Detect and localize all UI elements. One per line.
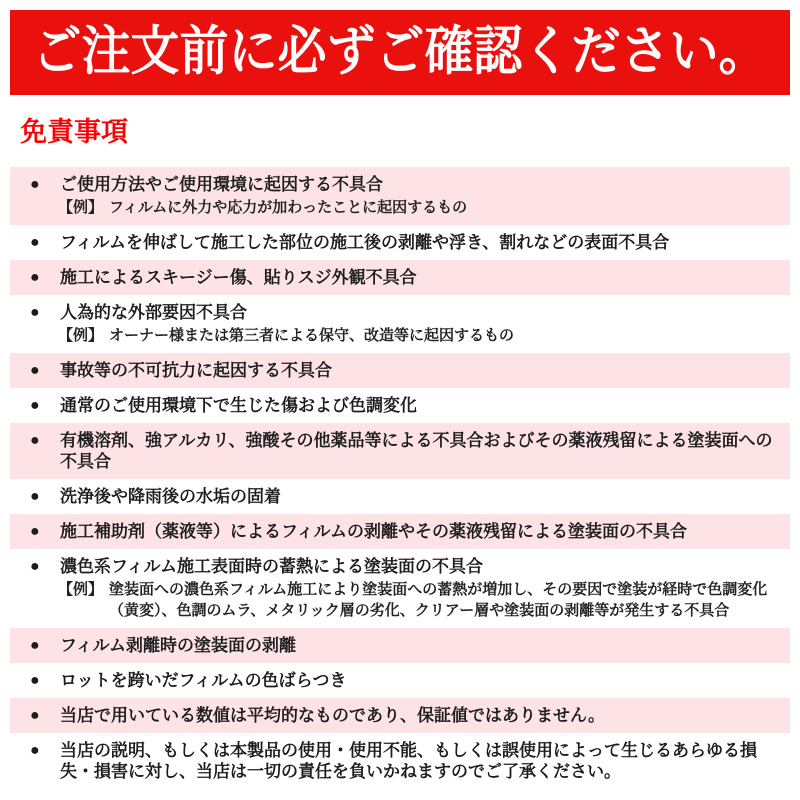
banner-title: ご注文前に必ずご確認ください。	[32, 22, 768, 82]
example-label: 【例】	[58, 580, 104, 598]
disclaimer-item	[10, 423, 790, 479]
disclaimer-item-text: 濃色系フィルム施工表面時の蓄熱による塗装面の不具合	[60, 556, 483, 576]
disclaimer-item-example	[58, 579, 780, 621]
disclaimer-item	[10, 353, 790, 388]
disclaimer-item-text: 当店で用いている数値は平均的なものであり、保証値ではありません。	[60, 705, 606, 725]
disclaimer-item	[10, 388, 790, 423]
example-text: 塗装面への濃色系フィルム施工により塗装面への蓄熱が増加し、その要因で塗装が経時で色調変化（黄変）、色調のムラ、メタリック層の劣化、クリアー層や塗装面の剥離等が発生する不具合	[109, 580, 768, 619]
disclaimer-item-text: 施工によるスキージー傷、貼りスジ外観不具合	[60, 267, 417, 287]
disclaimer-item-text: 人為的な外部要因不具合	[60, 302, 247, 322]
disclaimer-item	[10, 663, 790, 698]
disclaimer-item	[10, 225, 790, 260]
disclaimer-item-line	[30, 486, 780, 507]
disclaimer-item-line	[30, 521, 780, 542]
bullet-icon: ●	[30, 741, 40, 759]
example-label: 【例】	[58, 198, 104, 216]
disclaimer-item-text: 通常のご使用環境下で生じた傷および色調変化	[60, 395, 417, 415]
disclaimer-item-text: 施工補助剤（薬液等）によるフィルムの剥離やその薬液残留による塗装面の不具合	[60, 521, 687, 541]
disclaimer-item-line	[30, 670, 780, 691]
bullet-icon: ●	[30, 303, 40, 321]
disclaimer-item-line	[30, 232, 780, 253]
disclaimer-item-text: 有機溶剤、強アルカリ、強酸その他薬品等による不具合およびその薬液残留による塗装面への不具合	[60, 430, 773, 471]
bullet-icon: ●	[30, 396, 40, 414]
disclaimer-item	[10, 514, 790, 549]
disclaimer-item-text: フィルムを伸ばして施工した部位の施工後の剥離や浮き、割れなどの表面不具合	[60, 232, 670, 252]
bullet-icon: ●	[30, 557, 40, 575]
disclaimer-item-line	[30, 705, 780, 726]
disclaimer-item-line	[30, 430, 780, 472]
bullet-icon: ●	[30, 522, 40, 540]
example-text: フィルムに外力や応力が加わったことに起因するもの	[109, 198, 468, 216]
disclaimer-item-line	[30, 740, 780, 782]
confirmation-banner	[10, 10, 790, 95]
disclaimer-item-line	[30, 174, 780, 195]
disclaimer-item	[10, 733, 790, 789]
disclaimer-item-line	[30, 635, 780, 656]
disclaimer-item-text: 洗浄後や降雨後の水垢の固着	[60, 486, 281, 506]
disclaimer-item-text: 当店の説明、もしくは本製品の使用・使用不能、もしくは誤使用によって生じるあらゆる損失・損害に対し、当店は一切の責任を負いかねますのでご了承ください。	[60, 740, 757, 781]
disclaimer-item-line	[30, 556, 780, 577]
disclaimer-item	[10, 295, 790, 353]
disclaimer-item	[10, 549, 790, 628]
disclaimer-item	[10, 628, 790, 663]
example-text: オーナー様または第三者による保守、改造等に起因するもの	[109, 326, 515, 344]
disclaimer-list	[0, 167, 800, 789]
example-label: 【例】	[58, 326, 104, 344]
disclaimer-item	[10, 479, 790, 514]
disclaimer-item-line	[30, 395, 780, 416]
disclaimer-item-text: ロットを跨いだフィルムの色ばらつき	[60, 670, 347, 690]
disclaimer-item-line	[30, 360, 780, 381]
bullet-icon: ●	[30, 431, 40, 449]
bullet-icon: ●	[30, 268, 40, 286]
disclaimer-item-line	[30, 302, 780, 323]
bullet-icon: ●	[30, 636, 40, 654]
bullet-icon: ●	[30, 671, 40, 689]
disclaimer-item	[10, 698, 790, 733]
bullet-icon: ●	[30, 175, 40, 193]
bullet-icon: ●	[30, 706, 40, 724]
disclaimer-item	[10, 167, 790, 225]
section-title-disclaimer: 免責事項	[20, 117, 128, 147]
bullet-icon: ●	[30, 487, 40, 505]
bullet-icon: ●	[30, 233, 40, 251]
disclaimer-item-text: フィルム剥離時の塗装面の剥離	[60, 635, 296, 655]
disclaimer-item-example	[58, 325, 780, 346]
disclaimer-item-line	[30, 267, 780, 288]
disclaimer-item-text: ご使用方法やご使用環境に起因する不具合	[60, 174, 383, 194]
bullet-icon: ●	[30, 361, 40, 379]
disclaimer-item	[10, 260, 790, 295]
disclaimer-item-text: 事故等の不可抗力に起因する不具合	[60, 360, 332, 380]
disclaimer-item-example	[58, 197, 780, 218]
